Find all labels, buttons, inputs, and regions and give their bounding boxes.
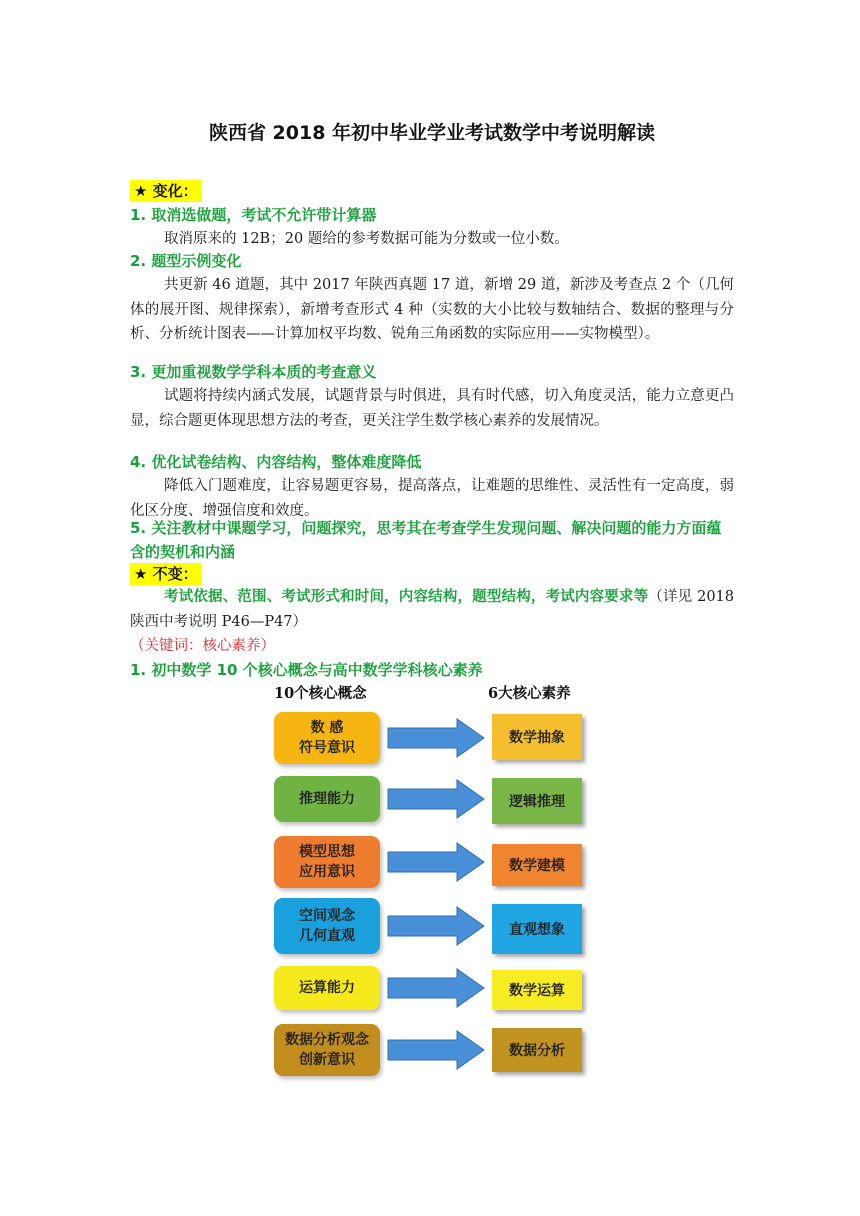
changes-badge-row: [130, 180, 734, 202]
right-arrow-icon: [387, 718, 485, 758]
change-body: 试题将持续内涵式发展，试题背景与时俱进，具有时代感，切入角度灵活，能力立意更凸显，综合题更体现思想方法的考查，更关注学生数学核心素养的发展情况。: [130, 388, 734, 429]
unchanged-reference: （详见 2018 陕西中考说明 P46—P47）: [130, 589, 734, 630]
concept-box: [274, 776, 380, 822]
change-heading: 3. 更加重视数学学科本质的考查意义: [130, 363, 377, 381]
concept-box: [274, 966, 380, 1010]
concept-label: 数据分析观念: [285, 1032, 369, 1048]
change-heading: 5. 关注教材中课题学习，问题探究，思考其在考查学生发现问题、解决问题的能力方面蕴含的契机和内涵: [130, 519, 722, 561]
literacy-box: 数学建模: [492, 844, 582, 886]
change-item-4: [130, 450, 734, 523]
literacy-box: 逻辑推理: [492, 778, 582, 824]
left-column-header: 10个核心概念: [274, 685, 367, 702]
change-heading: 4. 优化试卷结构、内容结构，整体难度降低: [130, 453, 422, 471]
right-column-header: 6大核心素养: [488, 685, 571, 702]
concept-box: [274, 1024, 380, 1076]
right-arrow-icon: [387, 906, 485, 946]
concept-label: 模型思想: [299, 844, 355, 860]
right-arrow-icon: [387, 968, 485, 1008]
concept-label: 空间观念: [299, 908, 355, 924]
changes-badge: ★ 变化：: [130, 180, 202, 202]
change-item-3: [130, 360, 734, 433]
literacy-box: 直观想象: [492, 904, 582, 954]
change-item-5: [130, 516, 734, 564]
change-heading: 1. 取消选做题，考试不允许带计算器: [130, 206, 377, 224]
concept-label: 运算能力: [299, 980, 355, 996]
change-body: 降低入门题难度，让容易题更容易，提高落点，让难题的思维性、灵活性有一定高度，弱化区分度、增强信度和效度。: [130, 478, 734, 519]
change-heading: 2. 题型示例变化: [130, 252, 242, 270]
literacy-box: 数学运算: [492, 970, 582, 1010]
core-literacy-diagram: [268, 680, 592, 1080]
literacy-box: 数学抽象: [492, 714, 582, 760]
concept-label: 符号意识: [299, 740, 355, 756]
concept-label: 创新意识: [299, 1052, 355, 1068]
unchanged-badge-row: [130, 563, 734, 585]
core-concepts-heading: 1. 初中数学 10 个核心概念与高中数学学科核心素养: [130, 661, 483, 679]
change-body: 共更新 46 道题，其中 2017 年陕西真题 17 道，新增 29 道，新涉及考查点 2 个（几何体的展开图、规律探索），新增考查形式 4 种（实数的大小比较与数轴结合、数据的整理与分析、分析统计图表——计算加权平均数、锐角三角函数的实际应用——实物模型）。: [130, 277, 734, 342]
concept-box: [274, 712, 380, 764]
right-arrow-icon: [387, 779, 485, 819]
change-body: 取消原来的 12B；20 题给的参考数据可能为分数或一位小数。: [164, 231, 569, 247]
change-item-1: [130, 203, 734, 252]
right-arrow-icon: [387, 1030, 485, 1070]
concept-label: 推理能力: [299, 791, 355, 807]
unchanged-emphasis: 考试依据、范围、考试形式和时间，内容结构，题型结构，考试内容要求等: [164, 589, 649, 605]
keyword-note: （关键词：核心素养）: [130, 638, 275, 654]
literacy-box: 数据分析: [492, 1028, 582, 1072]
change-item-2: [130, 249, 734, 347]
unchanged-badge: ★ 不变：: [130, 563, 202, 585]
concept-box: [274, 898, 380, 954]
unchanged-paragraph: [130, 585, 734, 634]
document-title: 陕西省 2018 年初中毕业学业考试数学中考说明解读: [208, 122, 656, 144]
concept-label: 数 感: [310, 720, 344, 736]
concept-label: 几何直观: [299, 928, 355, 944]
right-arrow-icon: [387, 842, 485, 882]
unchanged-body: [130, 585, 734, 682]
concept-label: 应用意识: [299, 864, 355, 880]
concept-box: [274, 836, 380, 888]
